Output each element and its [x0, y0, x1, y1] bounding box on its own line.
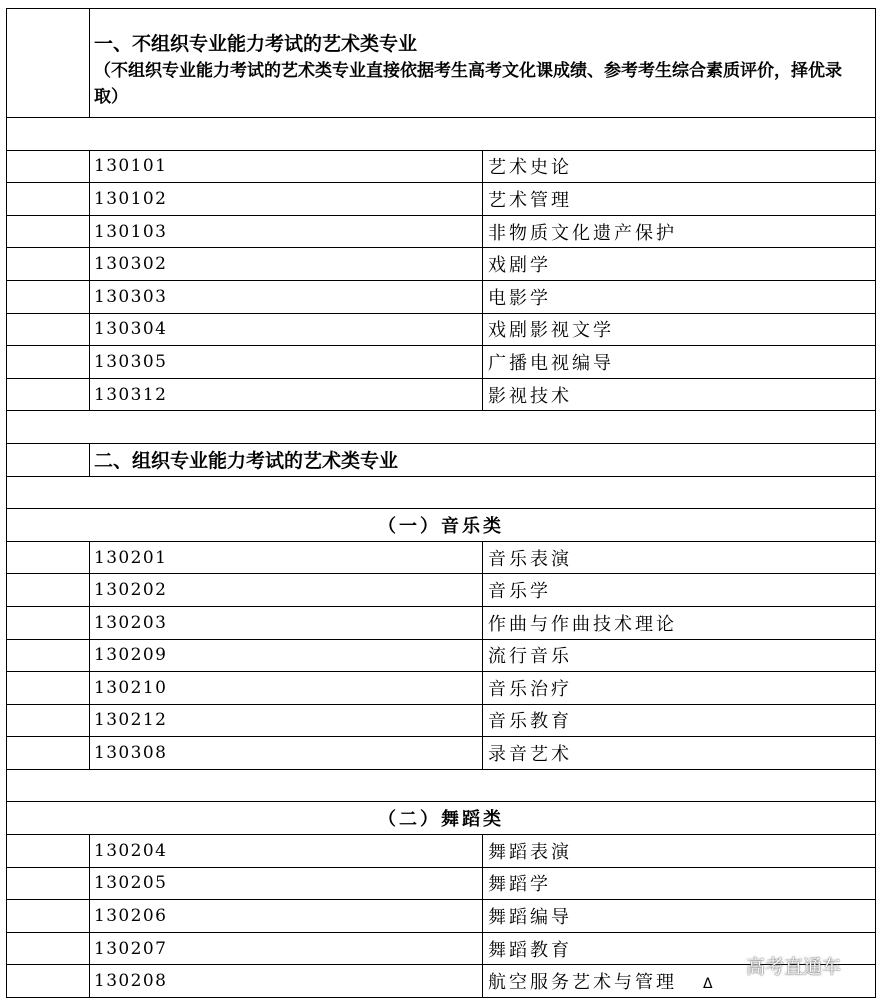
major-name: 广播电视编导: [483, 346, 876, 379]
table-row: [7, 867, 876, 900]
major-code: 130210: [90, 672, 483, 705]
major-name: 音乐教育: [483, 704, 876, 737]
table-row: [7, 672, 876, 705]
major-name: 影视技术: [483, 378, 876, 411]
section2-header-row: [7, 443, 876, 476]
major-code: 130206: [90, 900, 483, 933]
section2-title: 二、组织专业能力考试的艺术类专业: [90, 443, 876, 476]
major-code: 130304: [90, 313, 483, 346]
major-name: 录音艺术: [483, 737, 876, 770]
dance-category-title: （二）舞蹈类: [7, 802, 876, 835]
table-row: [7, 900, 876, 933]
major-code: 130202: [90, 574, 483, 607]
major-name: 艺术史论: [483, 150, 876, 183]
major-name: 舞蹈学: [483, 867, 876, 900]
table-row: [7, 280, 876, 313]
major-name: 艺术管理: [483, 183, 876, 216]
major-code: 130101: [90, 150, 483, 183]
major-code: 130205: [90, 867, 483, 900]
major-code: 130203: [90, 606, 483, 639]
major-code: 130302: [90, 248, 483, 281]
table-row: [7, 215, 876, 248]
table-row: [7, 639, 876, 672]
table-row: [7, 378, 876, 411]
music-category-row: [7, 509, 876, 542]
major-name: 舞蹈表演: [483, 835, 876, 868]
table-row: [7, 150, 876, 183]
major-name: 电影学: [483, 280, 876, 313]
major-name: 戏剧影视文学: [483, 313, 876, 346]
major-code: 130312: [90, 378, 483, 411]
major-code: 130209: [90, 639, 483, 672]
major-name: 音乐表演: [483, 541, 876, 574]
major-name: 舞蹈教育: [483, 932, 876, 965]
major-name: 非物质文化遗产保护: [483, 215, 876, 248]
major-code: 130204: [90, 835, 483, 868]
major-code: 130305: [90, 346, 483, 379]
table-row: [7, 313, 876, 346]
major-code: 130308: [90, 737, 483, 770]
section1-header-cell: [90, 9, 876, 118]
table-row: [7, 248, 876, 281]
index-cell: [7, 9, 90, 118]
major-code: 130201: [90, 541, 483, 574]
major-name: 流行音乐: [483, 639, 876, 672]
major-code: 130208: [90, 965, 483, 998]
dance-category-row: [7, 802, 876, 835]
major-code: 130103: [90, 215, 483, 248]
table-row: [7, 737, 876, 770]
section1-title: 一、不组织专业能力考试的艺术类专业: [94, 33, 418, 55]
section1-header-row: [7, 9, 876, 118]
music-category-title: （一）音乐类: [7, 509, 876, 542]
blank-row: [7, 411, 876, 444]
blank-row: [7, 476, 876, 509]
major-code: 130303: [90, 280, 483, 313]
table-row: [7, 346, 876, 379]
major-code: 130212: [90, 704, 483, 737]
table-row: [7, 574, 876, 607]
major-code: 130207: [90, 932, 483, 965]
blank-row: [7, 118, 876, 151]
section1-note: （不组织专业能力考试的艺术类专业直接依据考生高考文化课成绩、参考考生综合素质评价，择优录取）: [94, 61, 842, 107]
major-name: 舞蹈编导: [483, 900, 876, 933]
major-name-text: 航空服务艺术与管理: [488, 972, 677, 994]
table-row: [7, 541, 876, 574]
table-row: [7, 835, 876, 868]
major-table: [6, 8, 876, 998]
table-row: [7, 704, 876, 737]
major-name: 音乐治疗: [483, 672, 876, 705]
major-code: 130102: [90, 183, 483, 216]
major-name: 音乐学: [483, 574, 876, 607]
blank-row: [7, 769, 876, 802]
table-row: [7, 183, 876, 216]
table-row: [7, 606, 876, 639]
watermark-text: 高考直通车: [746, 956, 842, 978]
major-name: 作曲与作曲技术理论: [483, 606, 876, 639]
major-name: 戏剧学: [483, 248, 876, 281]
delta-mark: Δ: [703, 976, 713, 993]
